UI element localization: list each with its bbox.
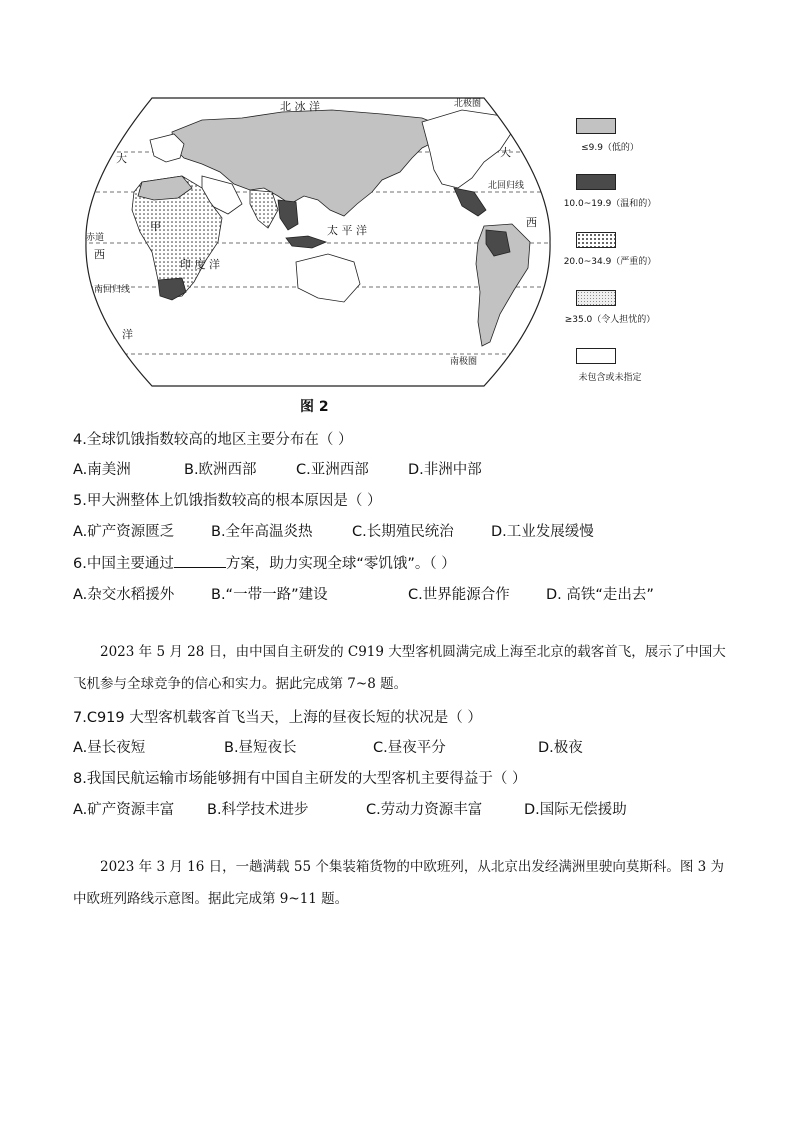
legend-swatch-low <box>576 118 616 134</box>
question-5-option-c: C.长期殖民统治 <box>352 524 454 540</box>
equator-label: 赤道 <box>86 233 105 243</box>
atlantic-east-label-1: 大 <box>500 146 511 159</box>
question-6-option-d: D. 高铁“走出去” <box>546 587 654 603</box>
legend-label-unspecified: 未包含或未指定 <box>578 373 642 383</box>
question-8-option-c: C.劳动力资源丰富 <box>366 802 483 818</box>
question-6-stem <box>73 552 456 573</box>
atlantic-west-label-2: 西 <box>94 248 105 261</box>
question-7-option-a: A.昼长夜短 <box>73 740 146 756</box>
question-8-option-d: D.国际无偿援助 <box>524 802 627 818</box>
legend-label-serious: 20.0~34.9（严重的） <box>563 257 657 267</box>
question-4-option-d: D.非洲中部 <box>408 462 482 478</box>
world-map-svg <box>82 92 554 392</box>
question-8-stem: 8.我国民航运输市场能够拥有中国自主研发的大型客机主要得益于（ ） <box>73 771 527 787</box>
continent-marker-jia: 甲 <box>150 220 161 233</box>
question-6-blank <box>174 553 226 568</box>
question-5-option-d: D.工业发展缓慢 <box>491 524 594 540</box>
question-5-option-a: A.矿产资源匮乏 <box>73 524 175 540</box>
tropic-cancer-label: 北回归线 <box>488 181 525 191</box>
question-4-stem: 4.全球饥饿指数较高的地区主要分布在（ ） <box>73 432 353 448</box>
question-6-stem-before: 6.中国主要通过 <box>73 556 174 572</box>
question-6-option-a: A.杂交水稻援外 <box>73 587 175 603</box>
figure-caption: 图 2 <box>300 399 329 415</box>
question-5-stem: 5.甲大洲整体上饥饿指数较高的根本原因是（ ） <box>73 493 382 509</box>
question-6-option-b: B.“一带一路”建设 <box>211 587 328 603</box>
tropic-capricorn-label: 南回归线 <box>94 285 131 295</box>
pacific-ocean-label: 太 平 洋 <box>327 224 367 237</box>
question-7-stem: 7.C919 大型客机载客首飞当天，上海的昼夜长短的状况是（ ） <box>73 710 482 726</box>
indian-ocean-label: 印 度 洋 <box>180 258 220 271</box>
question-6-option-c: C.世界能源合作 <box>408 587 510 603</box>
atlantic-west-label-1: 大 <box>116 152 127 165</box>
legend-swatch-serious <box>576 232 616 248</box>
legend-swatch-alarming <box>576 290 616 306</box>
passage-china-europe-railway: 2023 年 3 月 16 日，一趟满载 55 个集装箱货物的中欧班列，从北京出发经满洲里驶向莫斯科。图 3 为中欧班列路线示意图。据此完成第 9~11 题。 <box>73 859 725 907</box>
question-4-option-a: A.南美洲 <box>73 462 131 478</box>
question-7-option-b: B.昼短夜长 <box>224 740 297 756</box>
passage-c919: 2023 年 5 月 28 日，由中国自主研发的 C919 大型客机圆满完成上海至北京的载客首飞，展示了中国大飞机参与全球竞争的信心和实力。据此完成第 7~8 题。 <box>73 644 726 692</box>
arctic-ocean-label: 北 冰 洋 <box>280 100 320 113</box>
question-4-option-b: B.欧洲西部 <box>184 462 257 478</box>
arctic-circle-label: 北极圈 <box>454 99 482 109</box>
question-7-option-d: D.极夜 <box>538 740 583 756</box>
legend-swatch-moderate <box>576 174 616 190</box>
legend-label-low: ≤9.9（低的） <box>581 143 639 153</box>
atlantic-west-label-3: 洋 <box>122 328 133 341</box>
world-hunger-map <box>82 92 554 392</box>
question-4-option-c: C.亚洲西部 <box>296 462 369 478</box>
question-7-option-c: C.昼夜平分 <box>373 740 446 756</box>
legend-label-alarming: ≥35.0（令人担忧的） <box>564 315 656 325</box>
legend-label-moderate: 10.0~19.9（温和的） <box>563 199 657 209</box>
atlantic-east-label-2: 西 <box>526 216 537 229</box>
question-6-stem-after: 方案，助力实现全球“零饥饿”。（ ） <box>225 556 456 572</box>
question-5-option-b: B.全年高温炎热 <box>211 524 313 540</box>
question-8-option-a: A.矿产资源丰富 <box>73 802 175 818</box>
question-8-option-b: B.科学技术进步 <box>207 802 309 818</box>
legend-swatch-unspecified <box>576 348 616 364</box>
antarctic-circle-label: 南极圈 <box>450 357 478 367</box>
